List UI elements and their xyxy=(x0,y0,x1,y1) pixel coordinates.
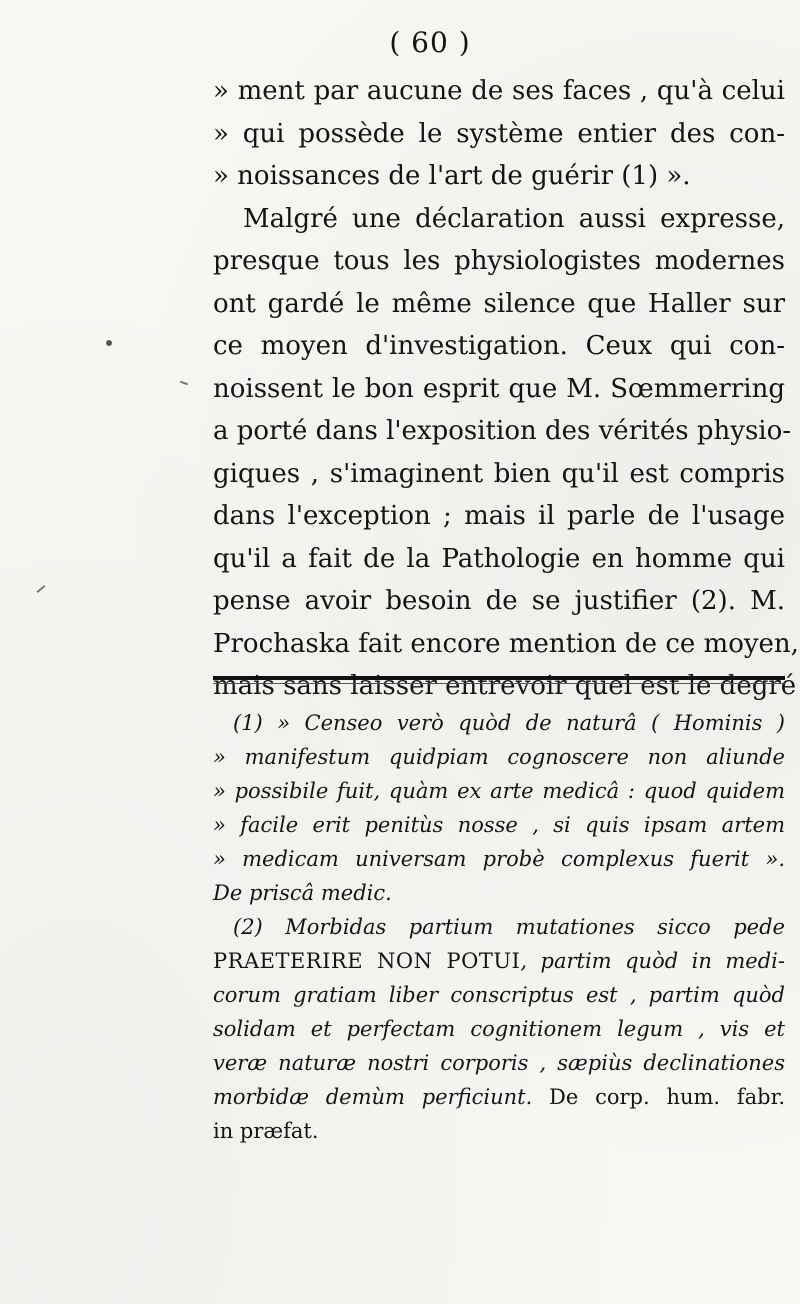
ink-mark xyxy=(180,381,188,386)
footnote-divider-thin xyxy=(213,683,785,684)
text-line: a porté dans l'exposition des vérités physio- xyxy=(213,416,792,446)
text-line: giques , s'imaginent bien qu'il est compris xyxy=(213,458,785,489)
text-line: » ment par aucune de ses faces , qu'à celui xyxy=(213,76,785,106)
text-line: » noissances de l'art de guérir (1) ». xyxy=(213,161,691,191)
text-line: Malgré une déclaration aussi expresse, xyxy=(243,203,785,234)
text-line: pense avoir besoin de se justifier (2). M. xyxy=(213,586,785,616)
text-line: dans l'exception ; mais il parle de l'usage xyxy=(213,501,785,531)
footnote-1-line: De priscâ medic. xyxy=(213,881,392,905)
ink-mark xyxy=(37,585,46,593)
text-line: presque tous les physiologistes modernes xyxy=(213,246,785,276)
footnote-2-line: corum gratiam liber conscriptus est , partim quòd xyxy=(213,983,785,1007)
footnote-2-line: (2) Morbidas partium mutationes sicco pede xyxy=(233,915,785,939)
footnote-2-citation: De corp. hum. fabr. xyxy=(532,1085,785,1109)
footnote-1-line: (1) » Censeo verò quòd de naturâ ( Hominis ) xyxy=(233,711,785,735)
footnote-2-italic: morbidæ demùm perficiunt. xyxy=(213,1085,533,1109)
footnote-2-line: solidam et perfectam cognitionem legum , vis et xyxy=(213,1017,785,1041)
footnote-1-line: » manifestum quidpiam cognoscere non aliunde xyxy=(213,745,785,769)
footnote-1-line: » possibile fuit, quàm ex arte medicâ : quod quidem xyxy=(213,779,785,803)
footnote-2-line xyxy=(213,944,785,978)
footnote-2-caps: PRAETERIRE NON POTUI xyxy=(213,949,521,973)
text-line: ce moyen d'investigation. Ceux qui con- xyxy=(213,331,785,361)
footnote-2-line: in præfat. xyxy=(213,1119,319,1143)
text-line: ont gardé le même silence que Haller sur xyxy=(213,288,785,319)
footnote-1-line: » facile erit penitùs nosse , si quis ipsam artem xyxy=(213,813,785,837)
footnote-2-rest: , partim quòd in medi- xyxy=(520,949,785,973)
text-line: » qui possède le système entier des con- xyxy=(213,118,785,149)
main-text-block xyxy=(213,70,799,708)
ink-speck xyxy=(106,340,112,346)
footnotes-block xyxy=(213,706,785,1148)
page-number: ( 60 ) xyxy=(389,26,471,59)
text-line: mais sans laisser entrevoir quel est le degré xyxy=(213,671,797,701)
footnote-2-line xyxy=(213,1080,785,1114)
text-line: qu'il a fait de la Pathologie en homme qui xyxy=(213,543,785,574)
footnote-2-line: veræ naturæ nostri corporis , sæpiùs declinationes xyxy=(213,1051,785,1075)
footnote-1-line: » medicam universam probè complexus fuerit ». xyxy=(213,847,785,871)
text-line: Prochaska fait encore mention de ce moyen, xyxy=(213,628,799,659)
text-line: noissent le bon esprit que M. Sœmmerring xyxy=(213,373,785,404)
footnote-divider xyxy=(213,676,785,680)
